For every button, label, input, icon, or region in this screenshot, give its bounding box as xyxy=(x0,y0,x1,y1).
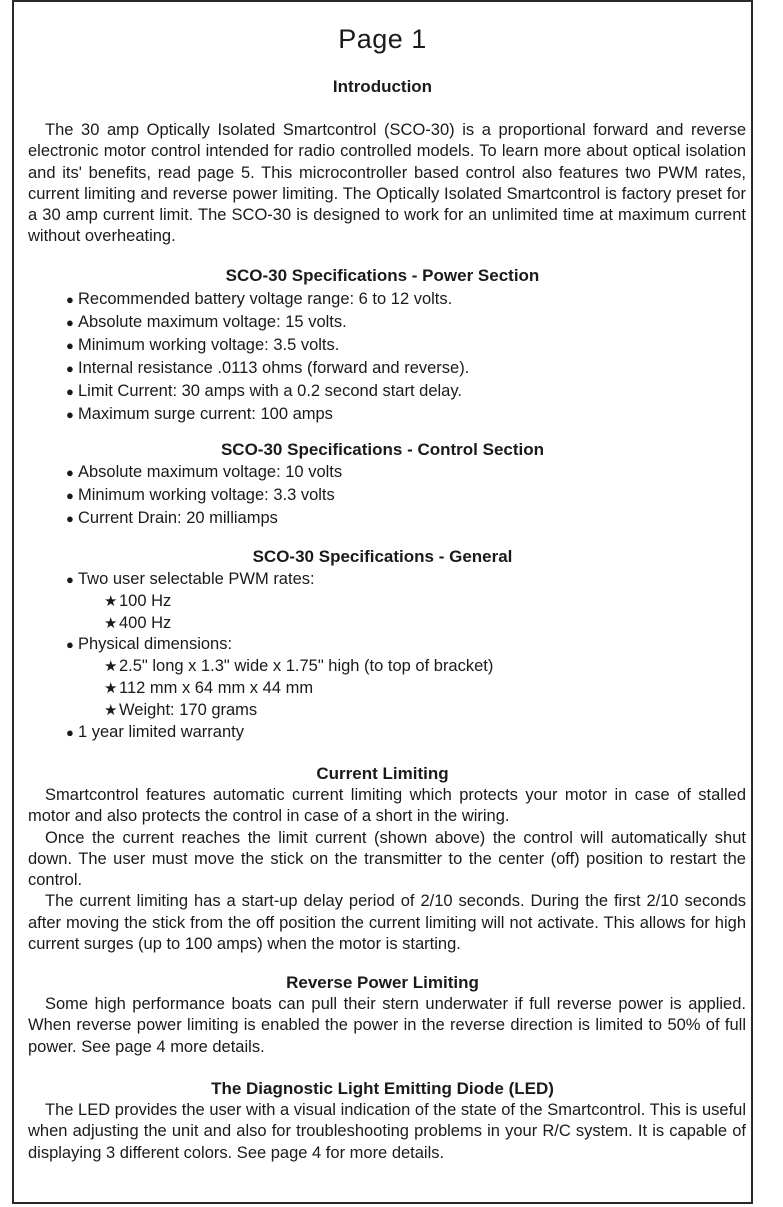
bullet-icon: ● xyxy=(66,292,74,307)
star-icon: ★ xyxy=(104,614,118,632)
bullet-icon: ● xyxy=(66,338,74,353)
star-icon: ★ xyxy=(104,679,118,697)
current-limiting-paragraph: Smartcontrol features automatic current limiting which protects your motor in case of stalled motor and also protects the control in case of a short in the wiring. xyxy=(28,786,746,826)
star-icon: ★ xyxy=(104,592,118,610)
list-item: ● Absolute maximum voltage: 10 volts xyxy=(66,461,342,484)
control-section-list xyxy=(66,461,342,530)
power-section-heading: SCO-30 Specifications - Power Section xyxy=(225,266,540,285)
list-item: ● Absolute maximum voltage: 15 volts. xyxy=(66,311,469,334)
power-section-list xyxy=(66,288,469,426)
reverse-power-limiting-heading: Reverse Power Limiting xyxy=(286,973,479,992)
sub-list-item: ★2.5" long x 1.3" wide x 1.75" high (to top of bracket) xyxy=(66,656,493,678)
bullet-icon: ● xyxy=(66,637,74,653)
introduction-paragraph xyxy=(28,120,746,248)
general-section-list xyxy=(66,569,493,743)
list-item: ● Minimum working voltage: 3.5 volts. xyxy=(66,334,469,357)
bullet-icon: ● xyxy=(66,465,74,480)
bullet-icon: ● xyxy=(66,315,74,330)
current-limiting-body xyxy=(28,785,746,955)
sub-list-item: ★Weight: 170 grams xyxy=(66,700,493,722)
general-section-heading: SCO-30 Specifications - General xyxy=(252,547,513,566)
list-item: ● 1 year limited warranty xyxy=(66,722,493,744)
bullet-icon: ● xyxy=(66,572,74,587)
list-item: ● Physical dimensions: xyxy=(66,634,493,656)
introduction-text: The 30 amp Optically Isolated Smartcontrol (SCO-30) is a proportional forward and reverse electronic motor control intended for radio controlled models. To learn more about optical isolation and its' benefits, read page 5. This microcontroller based control also features two PWM rates, current limiting and reverse power limiting. The Optically Isolated Smartcontrol is factory preset for a 30 amp current limit. The SCO-30 is designed to work for an unlimited time at maximum current without overheating. xyxy=(28,121,746,246)
bullet-icon: ● xyxy=(66,407,74,422)
bullet-icon: ● xyxy=(66,724,74,740)
sub-list-item: ★400 Hz xyxy=(66,613,493,635)
bullet-icon: ● xyxy=(66,384,74,399)
bullet-icon: ● xyxy=(66,361,74,376)
list-item: ● Internal resistance .0113 ohms (forward and reverse). xyxy=(66,357,469,380)
current-limiting-heading: Current Limiting xyxy=(316,764,449,783)
star-icon: ★ xyxy=(104,658,118,676)
reverse-power-limiting-body xyxy=(28,994,746,1058)
bullet-icon: ● xyxy=(66,488,74,503)
document-page xyxy=(12,0,753,1204)
current-limiting-paragraph: The current limiting has a start-up delay period of 2/10 seconds. During the first 2/10 seconds after moving the stick from the off position the current limiting will not activate. This allows for high current surges (up to 100 amps) when the motor is starting. xyxy=(28,892,746,954)
list-item: ● Two user selectable PWM rates: xyxy=(66,569,493,591)
sub-list-item: ★100 Hz xyxy=(66,591,493,613)
bullet-icon: ● xyxy=(66,511,74,526)
current-limiting-paragraph: Once the current reaches the limit current (shown above) the control will automatically shut down. The user must move the stick on the transmitter to the center (off) position to restart the control. xyxy=(28,828,746,890)
list-item: ● Maximum surge current: 100 amps xyxy=(66,403,469,426)
led-paragraph: The LED provides the user with a visual indication of the state of the Smartcontrol. This is useful when adjusting the unit and also for troubleshooting problems in your R/C system. It is capable of displaying 3 different colors. See page 4 for more details. xyxy=(28,1101,746,1162)
led-body xyxy=(28,1100,746,1164)
led-heading: The Diagnostic Light Emitting Diode (LED) xyxy=(211,1079,554,1098)
page-number: Page 1 xyxy=(338,24,427,54)
list-item: ● Recommended battery voltage range: 6 to 12 volts. xyxy=(66,288,469,311)
list-item: ● Limit Current: 30 amps with a 0.2 second start delay. xyxy=(66,380,469,403)
introduction-heading: Introduction xyxy=(332,77,433,96)
reverse-power-limiting-paragraph: Some high performance boats can pull their stern underwater if full reverse power is applied. When reverse power limiting is enabled the power in the reverse direction is limited to 50% of full power. See page 4 more details. xyxy=(28,995,746,1056)
control-section-heading: SCO-30 Specifications - Control Section xyxy=(220,440,545,459)
list-item: ● Current Drain: 20 milliamps xyxy=(66,507,342,530)
sub-list-item: ★112 mm x 64 mm x 44 mm xyxy=(66,678,493,700)
star-icon: ★ xyxy=(104,701,118,719)
list-item: ● Minimum working voltage: 3.3 volts xyxy=(66,484,342,507)
